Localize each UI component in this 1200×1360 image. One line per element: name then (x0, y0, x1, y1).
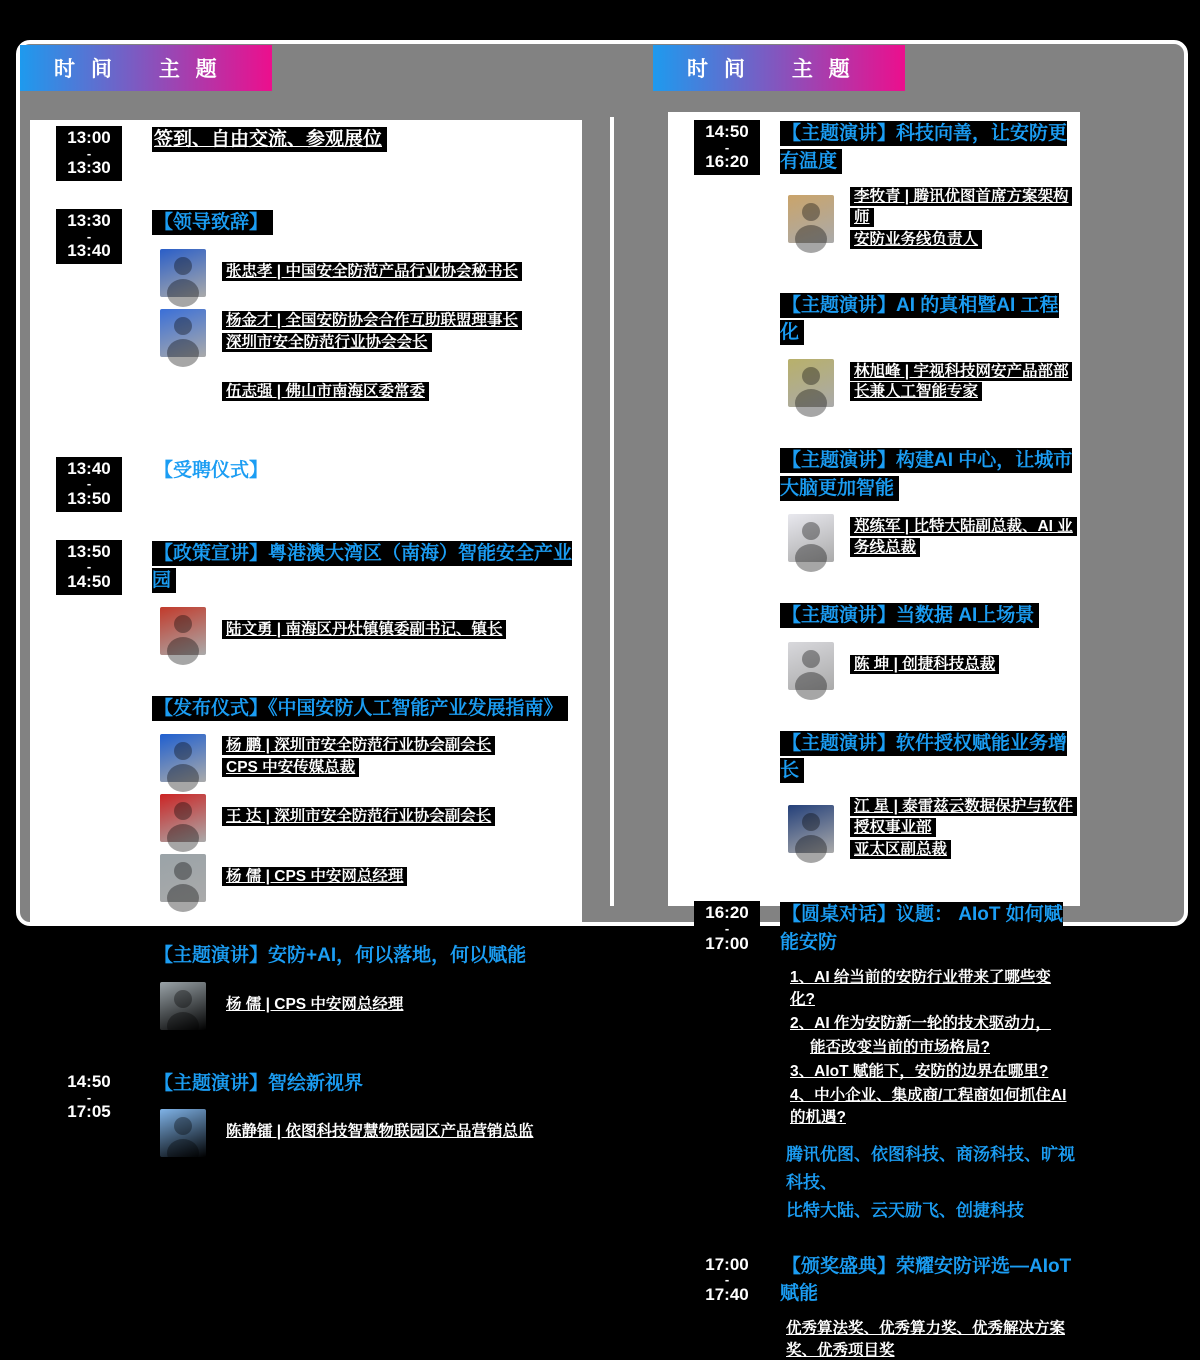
time-end: 17:05 (67, 1102, 111, 1122)
person-silhouette-icon (160, 982, 206, 1030)
left-schedule-card (30, 120, 582, 1141)
time-start: 13:50 (67, 541, 111, 561)
speaker-line-wrap (850, 517, 1076, 559)
time-start: 13:40 (67, 458, 111, 478)
speaker-photo (788, 514, 834, 562)
time-end: 13:40 (67, 241, 111, 261)
time-dash: - (724, 139, 730, 155)
session-row (30, 126, 582, 181)
topic-line (786, 1013, 1076, 1035)
speaker-line-wrap (850, 230, 1076, 251)
speaker-line-wrap (222, 333, 578, 354)
time-start: 16:20 (705, 903, 749, 923)
awards-text: 优秀算法奖、优秀算力奖、优秀解决方案奖、优秀项目奖 (782, 1319, 1069, 1360)
speaker-name-lines (222, 311, 578, 355)
speaker-photo (160, 1109, 206, 1157)
speaker-photo (160, 734, 206, 782)
session-row (668, 447, 1080, 574)
speaker-name-lines (222, 736, 578, 780)
session-content-cell (152, 540, 582, 667)
speaker-name-line: 张忠孝 | 中国安全防范产品行业协会秘书长 (222, 262, 522, 281)
session-row (30, 1070, 582, 1170)
session-content-cell (780, 447, 1080, 574)
participants-line (782, 1197, 1076, 1225)
session-time-cell (30, 695, 152, 915)
person-silhouette-icon (788, 805, 834, 853)
speaker-name-lines (222, 1122, 578, 1144)
time-dash: - (86, 1089, 92, 1105)
speaker-line-wrap (222, 311, 578, 332)
session-title: 【主题演讲】构建AI 中心，让城市大脑更加智能 (780, 449, 1073, 499)
person-silhouette-icon (160, 734, 206, 782)
session-time-cell (668, 602, 780, 702)
session-row (668, 1253, 1080, 1360)
time-start: 14:50 (705, 122, 749, 141)
speaker-name-line: 郑练军 | 比特大陆副总裁、AI 业务线总裁 (850, 517, 1077, 557)
speaker-photo (788, 805, 834, 853)
person-silhouette-icon (160, 607, 206, 655)
session-time-cell (668, 901, 780, 1224)
time-dash: - (724, 921, 730, 937)
session-time-cell (668, 120, 780, 264)
speaker-name-line: 陈 坤 | 创捷科技总裁 (850, 655, 999, 674)
speaker-row (788, 187, 1076, 252)
session-time-cell (30, 126, 152, 181)
time-dash: - (86, 228, 92, 244)
speaker-name-line: 王 达 | 深圳市安全防范行业协会副会长 (222, 807, 495, 826)
session-time-cell (668, 1253, 780, 1360)
session-row (668, 730, 1080, 874)
speaker-row (788, 514, 1076, 562)
topic-text: 能否改变当前的市场格局? (806, 1038, 994, 1057)
session-time (694, 1253, 760, 1308)
session-time (694, 901, 760, 956)
speaker-photo (160, 249, 206, 297)
topic-column-label: 主 题 (791, 58, 855, 81)
session-row (30, 457, 582, 512)
session-content-cell (152, 942, 582, 1042)
speaker-name-lines (850, 517, 1076, 560)
time-dash: - (86, 559, 92, 575)
time-start: 17:00 (705, 1254, 749, 1274)
roundtable-participants (782, 1141, 1076, 1225)
session-title: 【主题演讲】当数据 AI上场景 (780, 603, 1039, 628)
speaker-name-lines (850, 655, 1076, 677)
speaker-name-line: 江 星 | 泰雷兹云数据保护与软件授权事业部 (850, 797, 1077, 837)
speaker-name-line: 杨 鹏 | 深圳市安全防范行业协会副会长 (222, 736, 495, 755)
time-dash: - (86, 145, 92, 161)
speaker-row (160, 369, 578, 417)
speaker-photo (788, 359, 834, 407)
speaker-photo (160, 309, 206, 357)
speaker-photo (160, 794, 206, 842)
session-title: 【主题演讲】软件授权赋能业务增长 (780, 732, 1068, 782)
person-silhouette-icon (788, 359, 834, 407)
time-end: 13:50 (67, 488, 111, 508)
topic-line (786, 1061, 1076, 1083)
session-row (30, 942, 582, 1042)
speaker-name-line: 李牧青 | 腾讯优图首席方案架构师 (850, 187, 1072, 227)
speaker-photo (160, 854, 206, 902)
speaker-line-wrap (222, 867, 578, 888)
session-title: 签到、自由交流、参观展位 (152, 127, 387, 152)
speaker-name-lines (222, 382, 578, 404)
session-content-cell (152, 126, 582, 181)
speaker-name-lines (222, 867, 578, 889)
participants-text: 比特大陆、云天励飞、创捷科技 (782, 1200, 1028, 1221)
speaker-line-wrap (850, 797, 1076, 839)
speaker-name-line: 杨 儒 | CPS 中安网总经理 (222, 995, 407, 1014)
session-time (56, 209, 122, 264)
session-content-cell (780, 1253, 1080, 1360)
time-column-label: 时 间 (687, 58, 750, 81)
session-content-cell (152, 457, 582, 512)
speaker-name-line: 林旭峰 | 宇视科技网安产品部部长兼人工智能专家 (850, 362, 1072, 402)
time-dash: - (724, 1272, 730, 1288)
right-schedule-card (668, 112, 1080, 1359)
topic-text: 4、中小企业、集成商/工程商如何抓住AI 的机遇? (786, 1086, 1070, 1127)
session-title: 【主题演讲】AI 的真相暨AI 工程化 (780, 294, 1059, 344)
speaker-line-wrap (850, 655, 1076, 676)
person-silhouette-icon (160, 1109, 206, 1157)
session-time-cell (30, 457, 152, 512)
speaker-role-line: 深圳市安全防范行业协会会长 (222, 333, 432, 352)
session-title: 【主题演讲】安防+AI，何以落地，何以赋能 (152, 943, 531, 968)
topic-column-label: 主 题 (158, 58, 222, 81)
speaker-row (160, 794, 578, 842)
session-title: 【发布仪式】《中国安防人工智能产业发展指南》 (152, 696, 568, 721)
session-row (30, 695, 582, 915)
column-divider (610, 117, 614, 906)
topic-line (786, 1085, 1076, 1129)
speaker-row (788, 359, 1076, 407)
session-title: 【政策宣讲】粤港澳大湾区（南海）智能安全产业园 (152, 542, 573, 592)
session-time-cell (30, 209, 152, 429)
speaker-row (160, 1109, 578, 1157)
right-column-header-bar (653, 45, 905, 91)
session-title: 【领导致辞】 (152, 210, 273, 235)
session-content-cell (780, 292, 1080, 419)
topic-line (806, 1037, 1076, 1059)
person-silhouette-icon (160, 309, 206, 357)
session-content-cell (152, 695, 582, 915)
speaker-name-lines (850, 362, 1076, 405)
speaker-photo (160, 607, 206, 655)
time-end: 14:50 (67, 572, 111, 592)
speaker-row (160, 249, 578, 297)
session-row (30, 209, 582, 429)
person-silhouette-icon (160, 854, 206, 902)
speaker-row (160, 607, 578, 655)
topic-line (786, 967, 1076, 1011)
session-row (668, 292, 1080, 419)
speaker-line-wrap (222, 262, 578, 283)
session-content-cell (780, 120, 1080, 264)
time-column-label: 时 间 (54, 58, 117, 81)
time-end: 16:20 (705, 152, 749, 172)
speaker-name-lines (222, 807, 578, 829)
topic-text: 1、AI 给当前的安防行业带来了哪些变化? (786, 968, 1055, 1009)
session-time-cell (30, 1070, 152, 1170)
session-time (56, 126, 122, 181)
speaker-line-wrap (222, 620, 578, 641)
session-time-cell (30, 540, 152, 667)
speaker-role-line: 亚太区副总裁 (850, 840, 951, 859)
time-end: 17:40 (705, 1285, 749, 1305)
speaker-line-wrap (222, 736, 578, 757)
speaker-row (160, 854, 578, 902)
person-silhouette-icon (788, 514, 834, 562)
session-title: 【圆桌对话】议题： AIoT 如何赋能安防 (780, 904, 1063, 953)
speaker-photo (788, 195, 834, 243)
session-row (668, 901, 1080, 1224)
participants-text: 腾讯优图、依图科技、商汤科技、旷视科技、 (782, 1144, 1079, 1193)
person-silhouette-icon (160, 249, 206, 297)
time-dash: - (86, 476, 92, 492)
speaker-line-wrap (850, 840, 1076, 861)
session-time (694, 120, 760, 175)
person-silhouette-icon (160, 794, 206, 842)
speaker-line-wrap (222, 382, 578, 403)
speaker-name-lines (222, 262, 578, 284)
speaker-name-lines (222, 620, 578, 642)
session-content-cell (152, 209, 582, 429)
person-silhouette-icon (788, 642, 834, 690)
session-row (30, 540, 582, 667)
speaker-photo (160, 982, 206, 1030)
speaker-role-line: CPS 中安传媒总裁 (222, 758, 359, 777)
session-content-cell (780, 730, 1080, 874)
speaker-name-lines (850, 797, 1076, 862)
speaker-line-wrap (222, 807, 578, 828)
session-time (56, 457, 122, 512)
speaker-role-line: 安防业务线负责人 (850, 230, 982, 249)
session-time-cell (668, 447, 780, 574)
session-title: 【主题演讲】智绘新视界 (152, 1071, 368, 1096)
speaker-name-line: 杨金才 | 全国安防协会合作互助联盟理事长 (222, 311, 522, 330)
session-row (668, 120, 1080, 264)
speaker-line-wrap (850, 362, 1076, 404)
speaker-row (160, 734, 578, 782)
participants-line (782, 1141, 1076, 1197)
session-time-cell (668, 730, 780, 874)
speaker-name-line: 陆文勇 | 南海区丹灶镇镇委副书记、镇长 (222, 620, 506, 639)
time-start: 13:00 (67, 128, 111, 147)
speaker-name-line: 陈静镭 | 依图科技智慧物联园区产品营销总监 (222, 1122, 537, 1141)
session-title: 【受聘仪式】 (154, 459, 269, 481)
speaker-row (788, 797, 1076, 862)
speaker-row (160, 309, 578, 357)
speaker-row (788, 642, 1076, 690)
topic-text: 3、AIoT 赋能下，安防的边界在哪里? (786, 1062, 1052, 1081)
session-content-cell (780, 602, 1080, 702)
session-time-cell (30, 942, 152, 1042)
session-time (56, 1070, 122, 1125)
left-column-header-bar (20, 45, 272, 91)
time-start: 13:30 (67, 211, 111, 231)
session-row (668, 602, 1080, 702)
speaker-line-wrap (850, 187, 1076, 229)
session-title: 【主题演讲】科技向善，让安防更有温度 (780, 123, 1068, 172)
speaker-name-line: 伍志强 | 佛山市南海区委常委 (222, 382, 429, 401)
person-silhouette-icon (788, 195, 834, 243)
session-time (56, 540, 122, 595)
speaker-row (160, 982, 578, 1030)
speaker-name-lines (850, 187, 1076, 252)
time-start: 14:50 (67, 1071, 111, 1091)
speaker-line-wrap (222, 758, 578, 779)
session-title: 【颁奖盛典】荣耀安防评选—AIoT 赋能 (780, 1255, 1072, 1305)
session-content-cell (780, 901, 1080, 1224)
time-end: 13:30 (67, 158, 111, 178)
time-end: 17:00 (705, 933, 749, 953)
roundtable-topics (786, 967, 1076, 1129)
awards-line (782, 1316, 1076, 1360)
topic-text: 2、AI 作为安防新一轮的技术驱动力， (786, 1014, 1055, 1033)
speaker-photo (788, 642, 834, 690)
speaker-name-line: 杨 儒 | CPS 中安网总经理 (222, 867, 407, 886)
speaker-line-wrap (222, 1122, 578, 1143)
session-time-cell (668, 292, 780, 419)
session-content-cell (152, 1070, 582, 1170)
speaker-line-wrap (222, 995, 578, 1016)
speaker-name-lines (222, 995, 578, 1017)
